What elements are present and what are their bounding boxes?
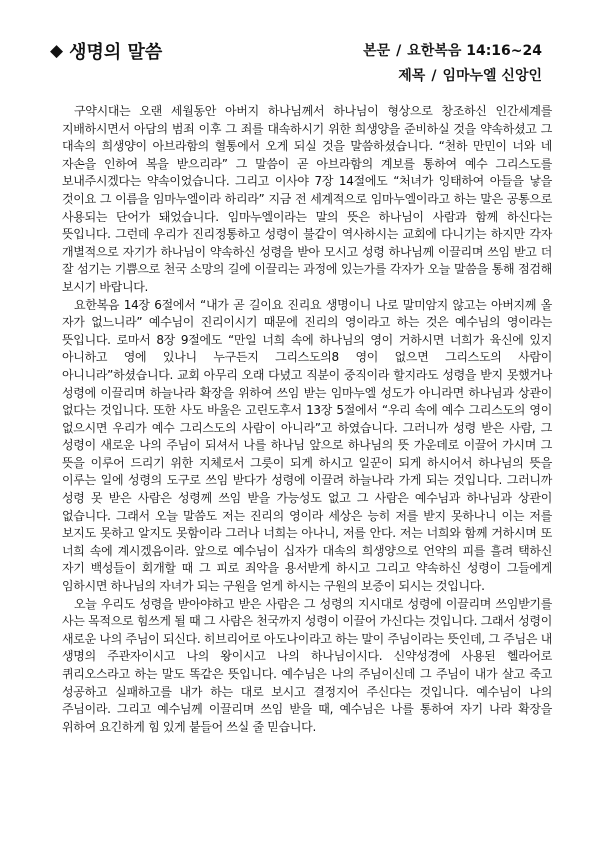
sermon-title-row	[363, 64, 542, 89]
sermon-title-separator: /	[431, 68, 437, 84]
scripture-reference: 요한복음 14:16~24	[407, 43, 542, 59]
sermon-meta	[363, 39, 542, 89]
scripture-separator: /	[396, 43, 402, 59]
scripture-label: 본문	[363, 43, 391, 59]
sermon-body	[62, 103, 552, 736]
sermon-title: 임마누엘 신앙인	[442, 68, 542, 84]
page-title-block	[50, 38, 162, 64]
paragraph-1: 구약시대는 오랜 세월동안 아버지 하나님께서 하나님이 형상으로 창조하신 인간세계를 지배하시면서 아담의 범죄 이후 그 죄를 대속하시기 위한 희생양을 준비하실 것을 약속하셨고 그 대속의 희생양이 아브라함의 혈통에서 오게 되실 것을 말씀하셨습니다. “천하 만민이 너와 네 자손을 인하여 복을 받으리라” 그 말씀이 곧 아브라함의 계보를 통하여 예수 그리스도를 보내주시겠다는 약속이었습니다. 그리고 이사야 7장 14절에도 “처녀가 잉태하여 아들을 낳을 것이요 그 이름을 임마누엘이라 하리라” 지금 전 세계적으로 임마누엘이라고 하는 말은 공통으로 사용되는 단어가 돼었습니다. 임마누엘이라는 말의 뜻은 하나님이 사람과 함께 하신다는 뜻입니다. 그런데 우리가 진리정통하고 성령이 불같이 역사하시는 교회에 다니기는 하지만 각자 개별적으로 자기가 하나님이 약속하신 성령을 받아 모시고 성령 하나님께 이끌리며 쓰임 받고 더 잘 섬기는 기쁨으로 천국 소망의 길에 이끌리는 과정에 있는가를 각자가 오늘 말씀을 통해 점검해 보시기 바랍니다.	[62, 104, 552, 294]
scripture-row	[363, 39, 542, 64]
page-title: 생명의 말씀	[69, 42, 163, 63]
diamond-bullet-icon: ◆	[50, 40, 64, 61]
sermon-header	[0, 0, 600, 92]
paragraph-3: 오늘 우리도 성령을 받아야하고 받은 사람은 그 성령의 지시대로 성령에 이끌리며 쓰임받기를 사는 목적으로 힘쓰게 될 때 그 사람은 천국까지 성령이 이끌어 가신다는 것입니다. 그래서 성령이 새로운 나의 주님이 되신다. 히브리어로 아도나이라고 하는 말이 주님이라는 뜻인데, 그 주님은 내 생명의 주관자이시고 나의 왕이시고 나의 하나님이시다. 신약성경에 사용된 헬라어로 퀴리오스라고 하는 말도 똑같은 뜻입니다. 예수님은 나의 주님이신데 그 주님이 내가 살고 죽고 성공하고 실패하고를 내가 하는 대로 보시고 결정지어 주신다는 것입니다. 예수님이 나의 주님이라. 그리고 예수님께 이끌리며 쓰임 받을 때, 예수님은 나를 통하여 자기 나라 확장을 위하여 요긴하게 힘 있게 붙들어 쓰실 줄 믿습니다.	[62, 596, 552, 734]
sermon-title-label: 제목	[398, 68, 426, 84]
paragraph-2: 요한복음 14장 6절에서 “내가 곧 길이요 진리요 생명이니 나로 말미암지 않고는 아버지께 올 자가 없느니라” 예수님이 진리이시기 때문에 진리의 영이라고 하는 것은 예수님의 영이라는 뜻입니다. 로마서 8장 9절에도 “만일 너희 속에 하나님의 영이 거하시면 너희가 육신에 있지 아니하고 영에 있나니 누구든지 그리스도의8 영이 없으면 그리스도의 사람이 아니니라”하셨습니다. 교회 아무리 오래 다녔고 직분이 중직이라 할지라도 성령을 받지 못했거나 성령에 이끌리며 하늘나라 확장을 위하여 쓰임 받는 임마누엘 성도가 아니라면 하나님과 상관이 없다는 것입니다. 또한 사도 바울은 고린도후서 13장 5절에서 “우리 속에 예수 그리스도의 영이 없으시면 우리가 예수 그리스도의 사람이 아니라”고 하였습니다. 그러니까 성령 받은 사람, 그 성령이 새로운 나의 주님이 되셔서 나를 하나님 앞으로 하나님의 뜻 가운데로 이끌어 가시며 그 뜻을 이루어 드리기 위한 지체로서 그릇이 되게 하시고 일꾼이 되게 하시어서 하나님의 뜻을 이루는 일에 성령의 도구로 쓰임 받다가 성령에 이끌려 하늘나라 가게 되는 것입니다. 그러니까 성령 못 받은 사람은 성령께 쓰임 받을 가능성도 없고 그 사람은 예수님과 하나님과 상관이 없습니다. 그래서 오늘 말씀도 저는 진리의 영이라 세상은 능히 저를 받지 못하나니 이는 저를 보지도 못하고 알지도 못함이라 그러나 너희는 아나니, 저를 안다. 저는 너희와 함께 거하시며 또 너희 속에 계시겠음이라. 앞으로 예수님이 십자가 대속의 희생양으로 언약의 피를 흘려 택하신 자기 백성들이 회개할 때 그 피로 죄악을 용서받게 하시고 그리고 약속하신 성령이 그들에게 임하시면 하나님의 자녀가 되는 구원을 얻게 하시는 구원의 보증이 되시는 것입니다.	[62, 297, 552, 594]
